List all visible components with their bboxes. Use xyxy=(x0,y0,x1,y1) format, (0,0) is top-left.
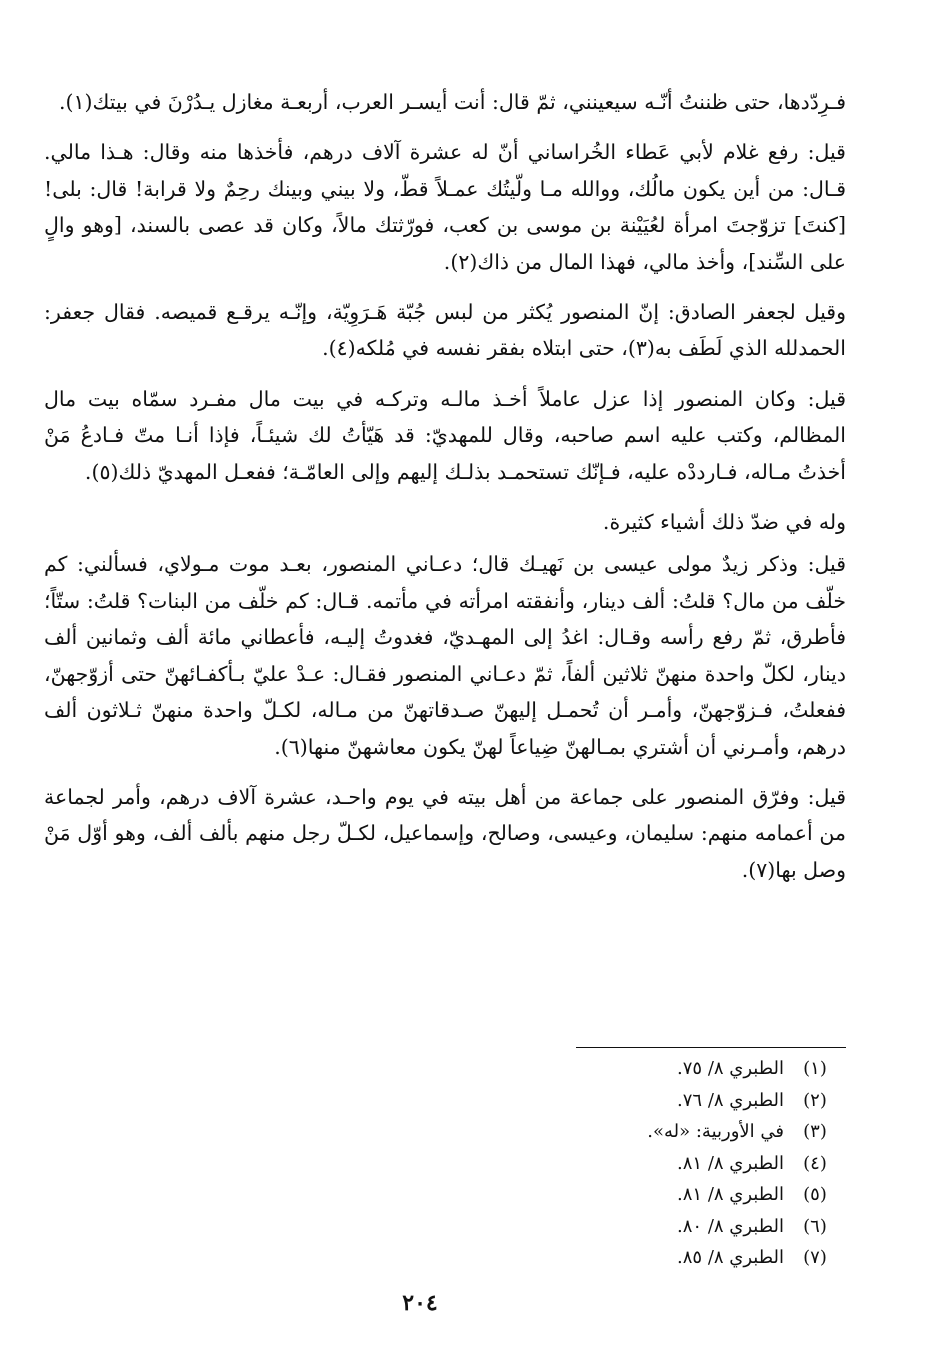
footnote-text: في الأوربية: «له». xyxy=(647,1121,784,1142)
footnote-text: الطبري ٨/ ٨١. xyxy=(677,1184,784,1205)
footnote-number: (٣) xyxy=(803,1121,827,1142)
footnote-number: (١) xyxy=(803,1058,827,1079)
footnote-text: الطبري ٨/ ٧٥. xyxy=(677,1058,784,1079)
paragraph-2: قيل: رفع غلام لأبي عَطاء الخُراساني أنّ له عشرة آلاف درهم، فأخذها منه وقال: هـذا مالي. قـال: من أين يكون مالُك، ووالله مـا ولّيتُك عمـلاً قطّ، ولا بيني وبينك رحِمٌ ولا قرابة! قال: بلى! [كنتَ] تزوّجتَ امرأة لعُيَيْنة بن موسى بن كعب، فورّثتك مالاً، وكان قد عصى بالسند، [وهو والٍ على السِّند]، وأخذ مالي، فهذا المال من ذاك(٢). xyxy=(44,140,846,274)
footnote-text: الطبري ٨/ ٨٥. xyxy=(677,1247,784,1268)
footnote-4 xyxy=(346,1148,846,1180)
footnote-1 xyxy=(346,1053,846,1085)
footnotes xyxy=(346,1053,846,1274)
footnote-7 xyxy=(346,1242,846,1274)
footnote-2 xyxy=(346,1085,846,1117)
footnote-number: (٢) xyxy=(803,1089,827,1111)
footnote-number: (٤) xyxy=(803,1152,827,1174)
footnote-5 xyxy=(346,1179,846,1211)
footnote-divider xyxy=(576,1047,846,1048)
footnote-text: الطبري ٨/ ٧٦. xyxy=(677,1089,784,1111)
paragraph-6: قيل: وذكر زيدٌ مولى عيسى بن نَهيـك قال؛ دعـاني المنصور، بعـد موت مـولاي، فسألني: كم خلّف من مال؟ قلتُ: ألف دينار، وأنفقته امرأته في مأتمه. قـال: كم خلّف من البنات؟ قلتُ: ستّاً؛ فأطرق، ثمّ رفع رأسه وقـال: اغدُ إلى المهـديّ، فغدوتُ إليـه، فأعطاني مائة ألف وثمانين ألف دينار، لكلّ واحدة منهنّ ثلاثين ألفاً، ثمّ دعـاني المنصور فقـال: عـدْ عليّ بـأكفـائهنّ حتى أزوّجهنّ، ففعلتُ، فـزوّجهنّ، وأمـر أن تُحمـل إليهنّ صـدقاتهنّ من مـاله، لكـلّ واحدة منهنّ ثـلاثون ألف درهم، وأمـرني أن أشتري بمـالهنّ ضِياعاً لهنّ يكون معاشهنّ منها(٦). xyxy=(44,552,846,759)
main-text xyxy=(44,84,846,902)
page-number: ٢٠٤ xyxy=(402,1290,438,1316)
footnote-number: (٦) xyxy=(803,1215,827,1237)
paragraph-1: فـرِدّدها، حتى ظننتُ أنّـه سيعينني، ثمّ قال: أنت أيسـر العرب، أربعـة مغازل يـدُرْنَ في بيتك(١). xyxy=(58,90,846,114)
paragraph-4: قيل: وكان المنصور إذا عزل عاملاً أخـذ مالـه وتركـه في بيت مال مفـرد سمّاه بيت مال المظالم، وكتب عليه اسم صاحبه، وقال للمهديّ: قد هَيّأتُ لك شيئـاً، فإذا أنـا متّ فـادعُ مَنْ أخذتُ مـاله، فـارددْه عليه، فـإنّك تستحمـد بذلـك إليهم وإلى العامّـة؛ ففعـل المهديّ ذلك(٥). xyxy=(44,386,846,484)
footnote-text: الطبري ٨/ ٨٠. xyxy=(677,1215,784,1237)
footnote-3 xyxy=(346,1116,846,1148)
footnote-6 xyxy=(346,1211,846,1243)
paragraph-7: قيل: وفرّق المنصور على جماعة من أهل بيته في يوم واحـد، عشرة آلاف درهم، وأمر لجماعة من أعمامه منهم: سليمان، وعيسى، وصالح، وإسماعيل، لكـلّ رجل منهم بألف ألف، وهو أوّل مَنْ وصل بها(٧). xyxy=(44,784,846,882)
paragraph-3: وقيل لجعفر الصادق: إنّ المنصور يُكثر من لبس جُبّة هَـرَوِيّة، وإنّـه يرقـع قميصه. فقال جعفر: الحمدلله الذي لَطَف به(٣)، حتى ابتلاه بفقر نفسه في مُلكه(٤). xyxy=(44,300,846,361)
footnote-text: الطبري ٨/ ٨١. xyxy=(677,1152,784,1174)
footnote-number: (٥) xyxy=(803,1184,827,1205)
paragraph-5: وله في ضدّ ذلك أشياء كثيرة. xyxy=(602,510,846,535)
footnote-number: (٧) xyxy=(803,1247,827,1268)
